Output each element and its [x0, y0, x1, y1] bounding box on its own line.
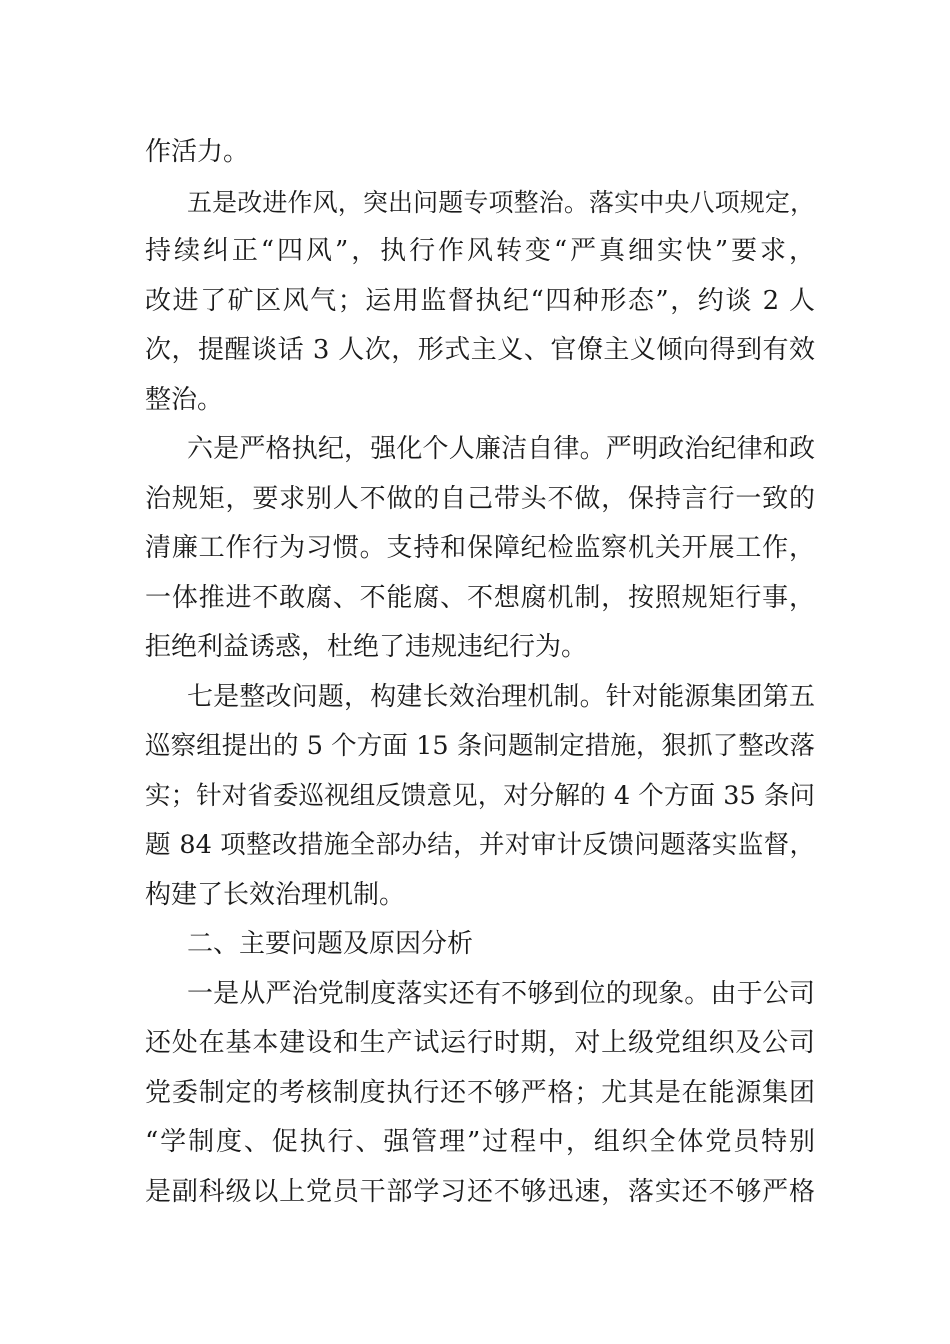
text-line: 是副科级以上党员干部学习还不够迅速，落实还不够严格 — [145, 1176, 815, 1207]
text-line: 拒绝利益诱惑，杜绝了违规违纪行为。 — [145, 632, 588, 662]
text-line: 还处在基本建设和生产试运行时期，对上级党组织及公司 — [145, 1028, 815, 1058]
text-line: 持续纠正“四风”，执行作风转变“严真细实快”要求， — [145, 236, 815, 266]
text-line: 一是从严治党制度落实还有不够到位的现象。由于公司 — [187, 978, 815, 1009]
text-line: 二、主要问题及原因分析 — [187, 929, 474, 959]
text-line: 次，提醒谈话 3 人次，形式主义、官僚主义倾向得到有效 — [145, 335, 815, 365]
text-line: 清廉工作行为习惯。支持和保障纪检监察机关开展工作， — [145, 533, 815, 563]
text-line: 党委制定的考核制度执行还不够严格；尤其是在能源集团 — [145, 1077, 815, 1108]
document-body — [145, 128, 815, 1217]
text-line: “学制度、促执行、强管理”过程中，组织全体党员特别 — [145, 1127, 815, 1157]
text-line: 六是严格执纪，强化个人廉洁自律。严明政治纪律和政 — [187, 434, 815, 464]
text-line: 治规矩，要求别人不做的自己带头不做，保持言行一致的 — [145, 483, 815, 514]
text-line: 题 84 项整改措施全部办结，并对审计反馈问题落实监督， — [145, 830, 815, 860]
text-line: 七是整改问题，构建长效治理机制。针对能源集团第五 — [187, 681, 815, 712]
text-line: 作活力。 — [145, 137, 250, 167]
text-line: 改进了矿区风气；运用监督执纪“四种形态”，约谈 2 人 — [145, 285, 815, 316]
text-line: 五是改进作风，突出问题专项整治。落实中央八项规定， — [187, 187, 815, 217]
text-line: 一体推进不敢腐、不能腐、不想腐机制，按照规矩行事， — [145, 582, 815, 613]
text-line: 实；针对省委巡视组反馈意见，对分解的 4 个方面 35 条问 — [145, 780, 815, 811]
text-line: 整治。 — [145, 384, 224, 415]
text-line: 巡察组提出的 5 个方面 15 条问题制定措施，狠抓了整改落 — [145, 731, 815, 761]
text-line: 构建了长效治理机制。 — [145, 879, 406, 910]
